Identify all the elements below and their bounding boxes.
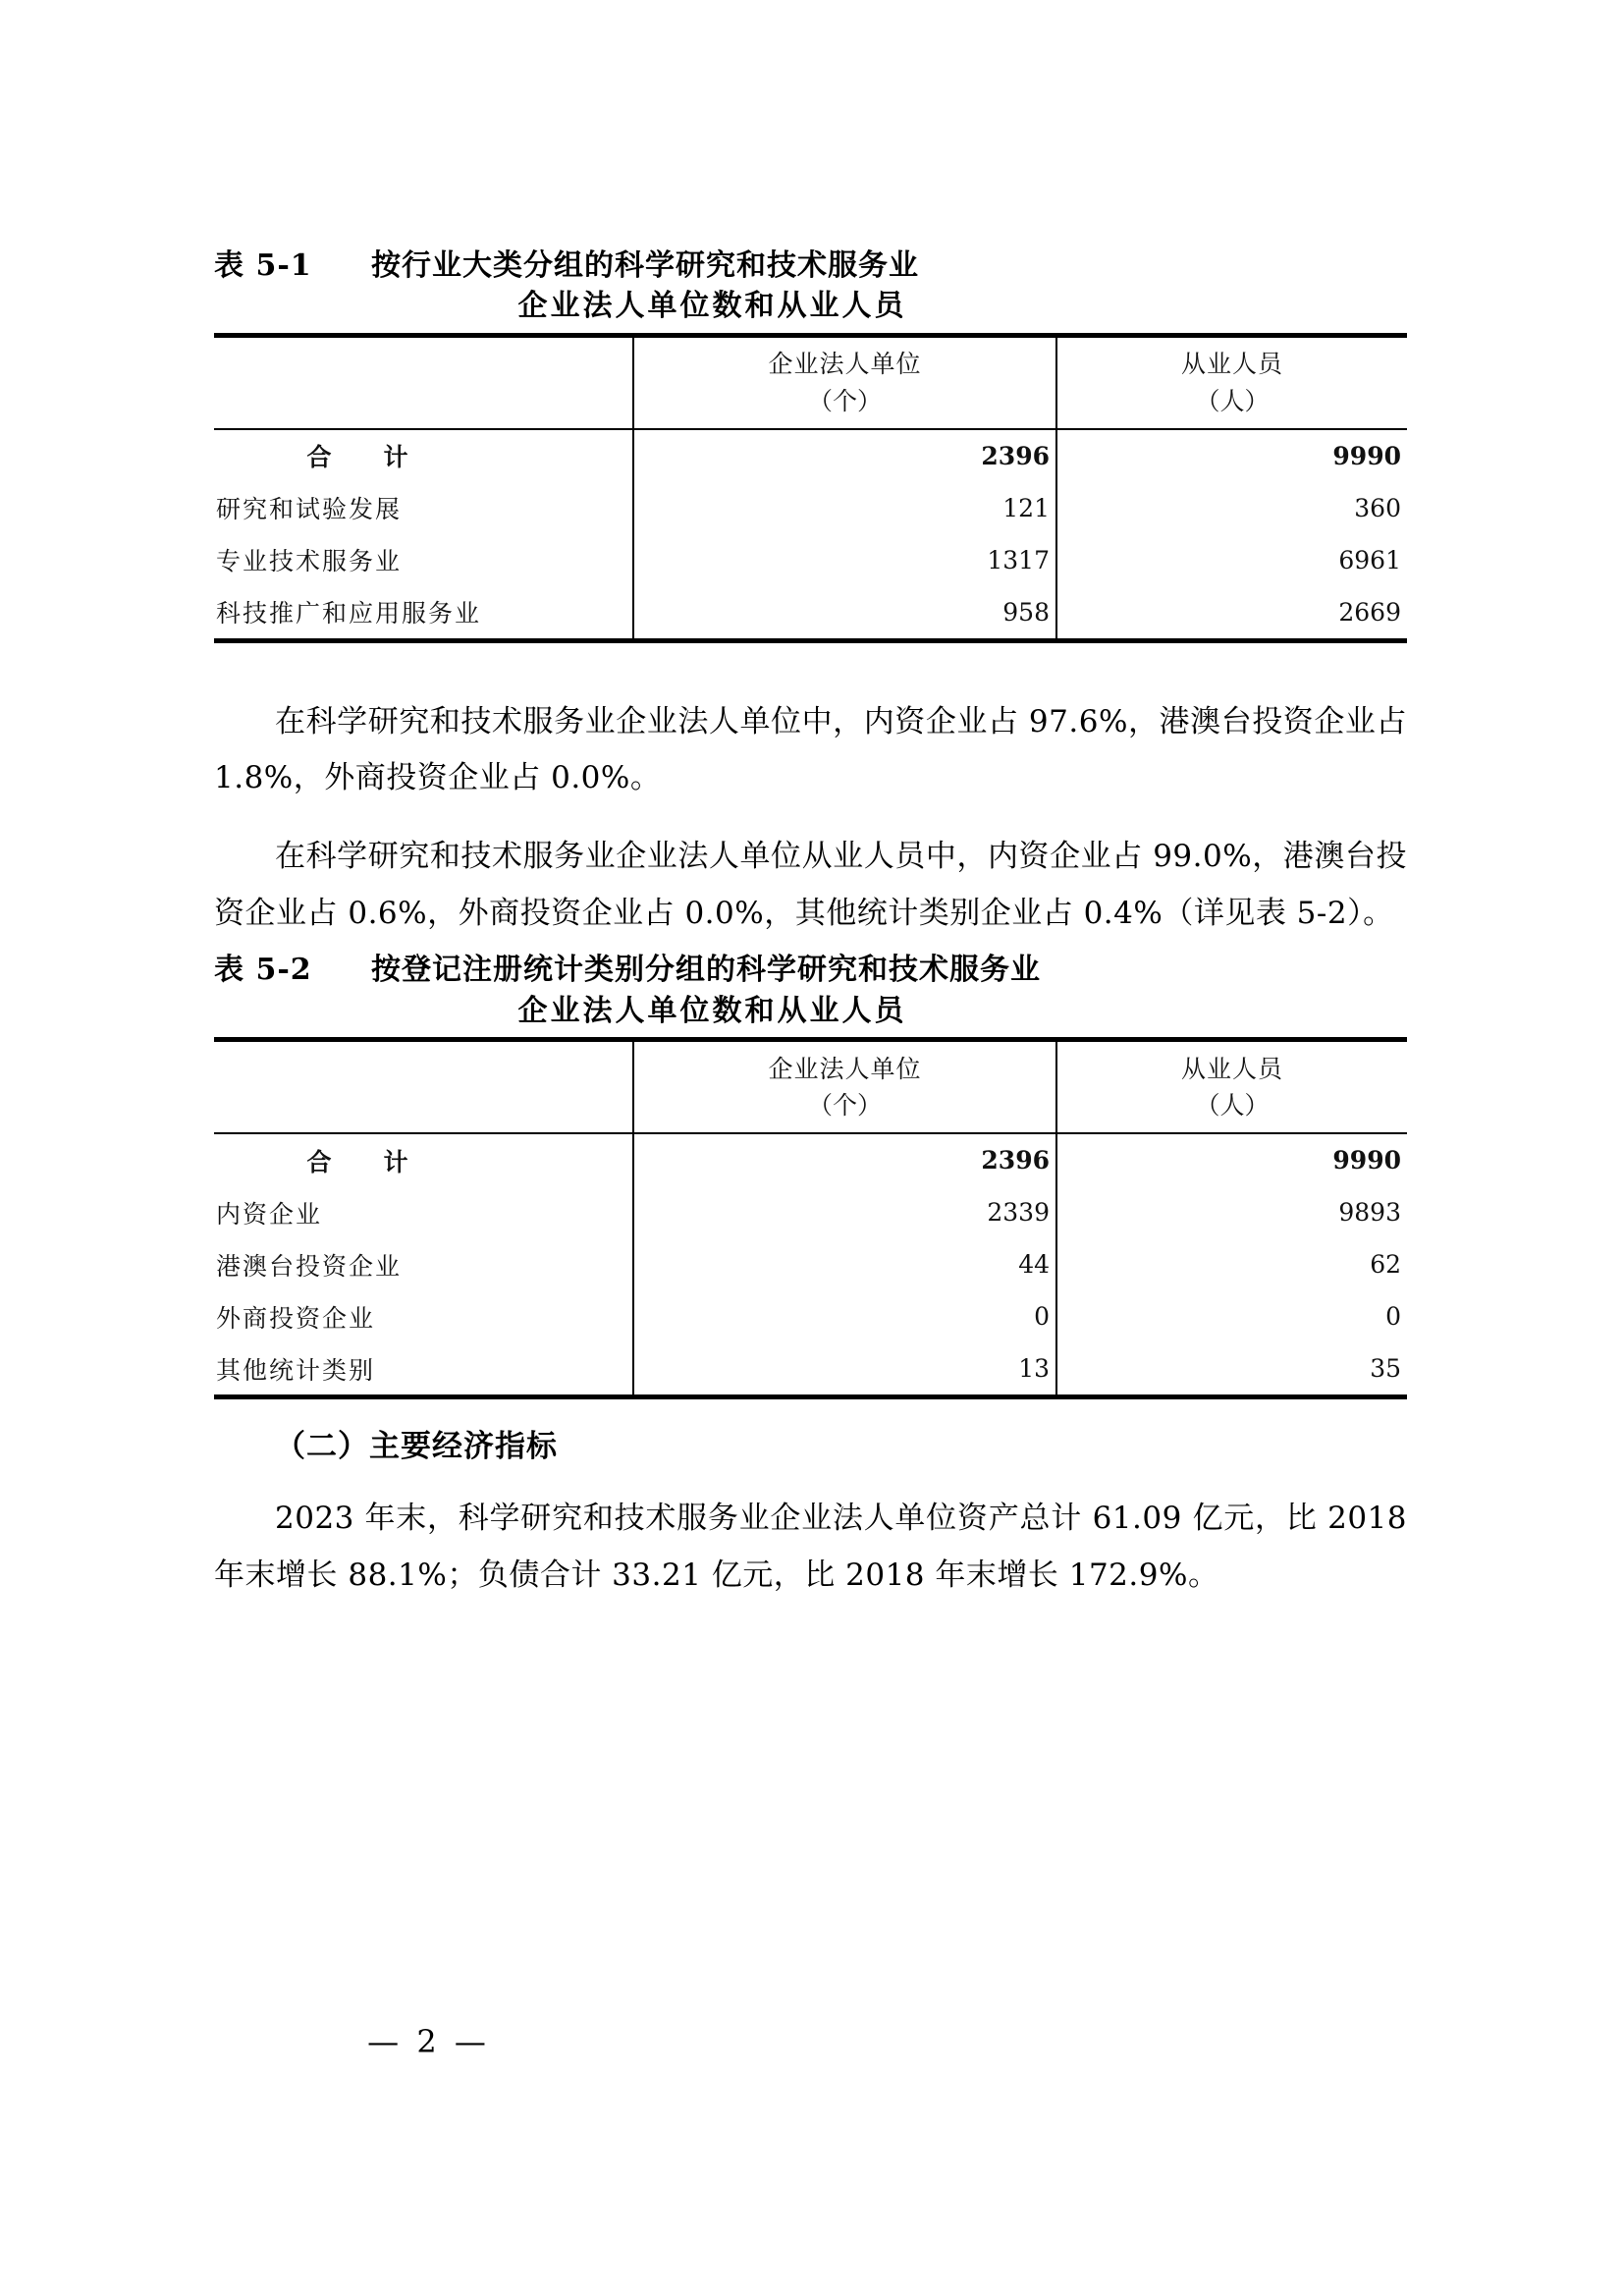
table-5-1-header <box>214 335 1407 429</box>
row-label: 外商投资企业 <box>214 1290 633 1342</box>
page-content <box>214 246 1407 1605</box>
table-5-2-col-units <box>633 1040 1056 1134</box>
row-value-employees: 360 <box>1354 493 1401 522</box>
row-value-employees: 9990 <box>1332 1146 1401 1175</box>
table-5-2-title-line1: 按登记注册统计类别分组的科学研究和技术服务业 <box>371 953 1041 988</box>
table-row <box>214 1290 1407 1342</box>
row-value-employees: 6961 <box>1338 545 1401 574</box>
table-5-2-col-employees <box>1056 1040 1407 1134</box>
table-5-1-col-units <box>633 335 1056 429</box>
row-value-units: 13 <box>633 1342 1056 1397</box>
table-5-1-col-employees <box>1056 335 1407 429</box>
row-label: 合 计 <box>214 429 633 482</box>
row-value-employees: 0 <box>1385 1302 1401 1332</box>
col-header-name: 从业人员 <box>1180 1054 1283 1083</box>
table-row <box>214 586 1407 641</box>
table-row <box>214 534 1407 586</box>
table-5-2-title-line2: 企业法人单位数和从业人员 <box>517 993 907 1028</box>
table-5-2-body <box>214 1133 1407 1397</box>
table-row <box>214 429 1407 482</box>
row-value-units: 44 <box>633 1238 1056 1290</box>
col-header-unit: （个） <box>807 386 882 415</box>
paragraph-ownership-units: 在科学研究和技术服务业企业法人单位中，内资企业占 97.6%，港澳台投资企业占 1.8%，外商投资企业占 0.0%。 <box>214 703 1407 796</box>
row-value-employees: 9990 <box>1332 441 1401 470</box>
table-header-row <box>214 335 1407 429</box>
row-label: 研究和试验发展 <box>214 482 633 534</box>
row-value-units: 2339 <box>633 1186 1056 1238</box>
row-value-employees: 9893 <box>1338 1198 1401 1228</box>
row-value-employees: 35 <box>1056 1342 1407 1397</box>
row-value-units: 121 <box>633 482 1056 534</box>
table-5-2-title <box>214 950 1407 1031</box>
row-label: 港澳台投资企业 <box>214 1238 633 1290</box>
table-row <box>214 1133 1407 1186</box>
table-row <box>214 1342 1407 1397</box>
row-value-units: 958 <box>633 586 1056 641</box>
row-value-units: 0 <box>633 1290 1056 1342</box>
table-5-2-header <box>214 1040 1407 1134</box>
row-label: 专业技术服务业 <box>214 534 633 586</box>
table-5-2-label: 表 5-2 <box>214 953 312 988</box>
table-5-2 <box>214 1037 1407 1399</box>
col-header-name: 从业人员 <box>1180 350 1283 379</box>
table-header-row <box>214 1040 1407 1134</box>
paragraph-ownership-employees: 在科学研究和技术服务业企业法人单位从业人员中，内资企业占 99.0%，港澳台投资企业占 0.6%，外商投资企业占 0.0%，其他统计类别企业占 0.4%（详见表 5-2）。 <box>214 839 1407 931</box>
row-value-units: 2396 <box>633 1133 1056 1186</box>
section-heading-economic-indicators: （二）主要经济指标 <box>275 1429 558 1465</box>
col-header-name: 企业法人单位 <box>768 1054 922 1083</box>
spacer <box>214 643 1407 669</box>
col-header-name: 企业法人单位 <box>768 350 922 379</box>
table-5-1-title-line1: 按行业大类分组的科学研究和技术服务业 <box>371 248 919 283</box>
col-header-unit: （人） <box>1195 1091 1270 1121</box>
col-header-unit: （人） <box>1195 386 1270 415</box>
row-value-units: 2396 <box>633 429 1056 482</box>
table-row <box>214 482 1407 534</box>
table-5-1-body <box>214 429 1407 641</box>
paragraph-assets-liabilities: 2023 年末，科学研究和技术服务业企业法人单位资产总计 61.09 亿元，比 2018 年末增长 88.1%；负债合计 33.21 亿元，比 2018 年末增长 172.9%。 <box>214 1501 1407 1593</box>
table-row <box>214 1186 1407 1238</box>
table-5-1-col-label <box>214 335 633 429</box>
row-label: 合 计 <box>214 1133 633 1186</box>
table-5-1 <box>214 333 1407 643</box>
row-value-employees: 2669 <box>1056 586 1407 641</box>
row-label: 内资企业 <box>214 1186 633 1238</box>
row-label: 其他统计类别 <box>214 1342 633 1397</box>
row-label: 科技推广和应用服务业 <box>214 586 633 641</box>
page-number: — 2 — <box>367 2023 490 2060</box>
table-5-1-label: 表 5-1 <box>214 248 312 283</box>
spacer <box>214 942 1407 950</box>
table-row <box>214 1238 1407 1290</box>
row-value-units: 1317 <box>633 534 1056 586</box>
table-5-2-col-label <box>214 1040 633 1134</box>
table-5-1-title-line2: 企业法人单位数和从业人员 <box>517 289 907 324</box>
col-header-unit: （个） <box>807 1091 882 1121</box>
table-5-1-title <box>214 246 1407 327</box>
row-value-employees: 62 <box>1370 1250 1401 1280</box>
